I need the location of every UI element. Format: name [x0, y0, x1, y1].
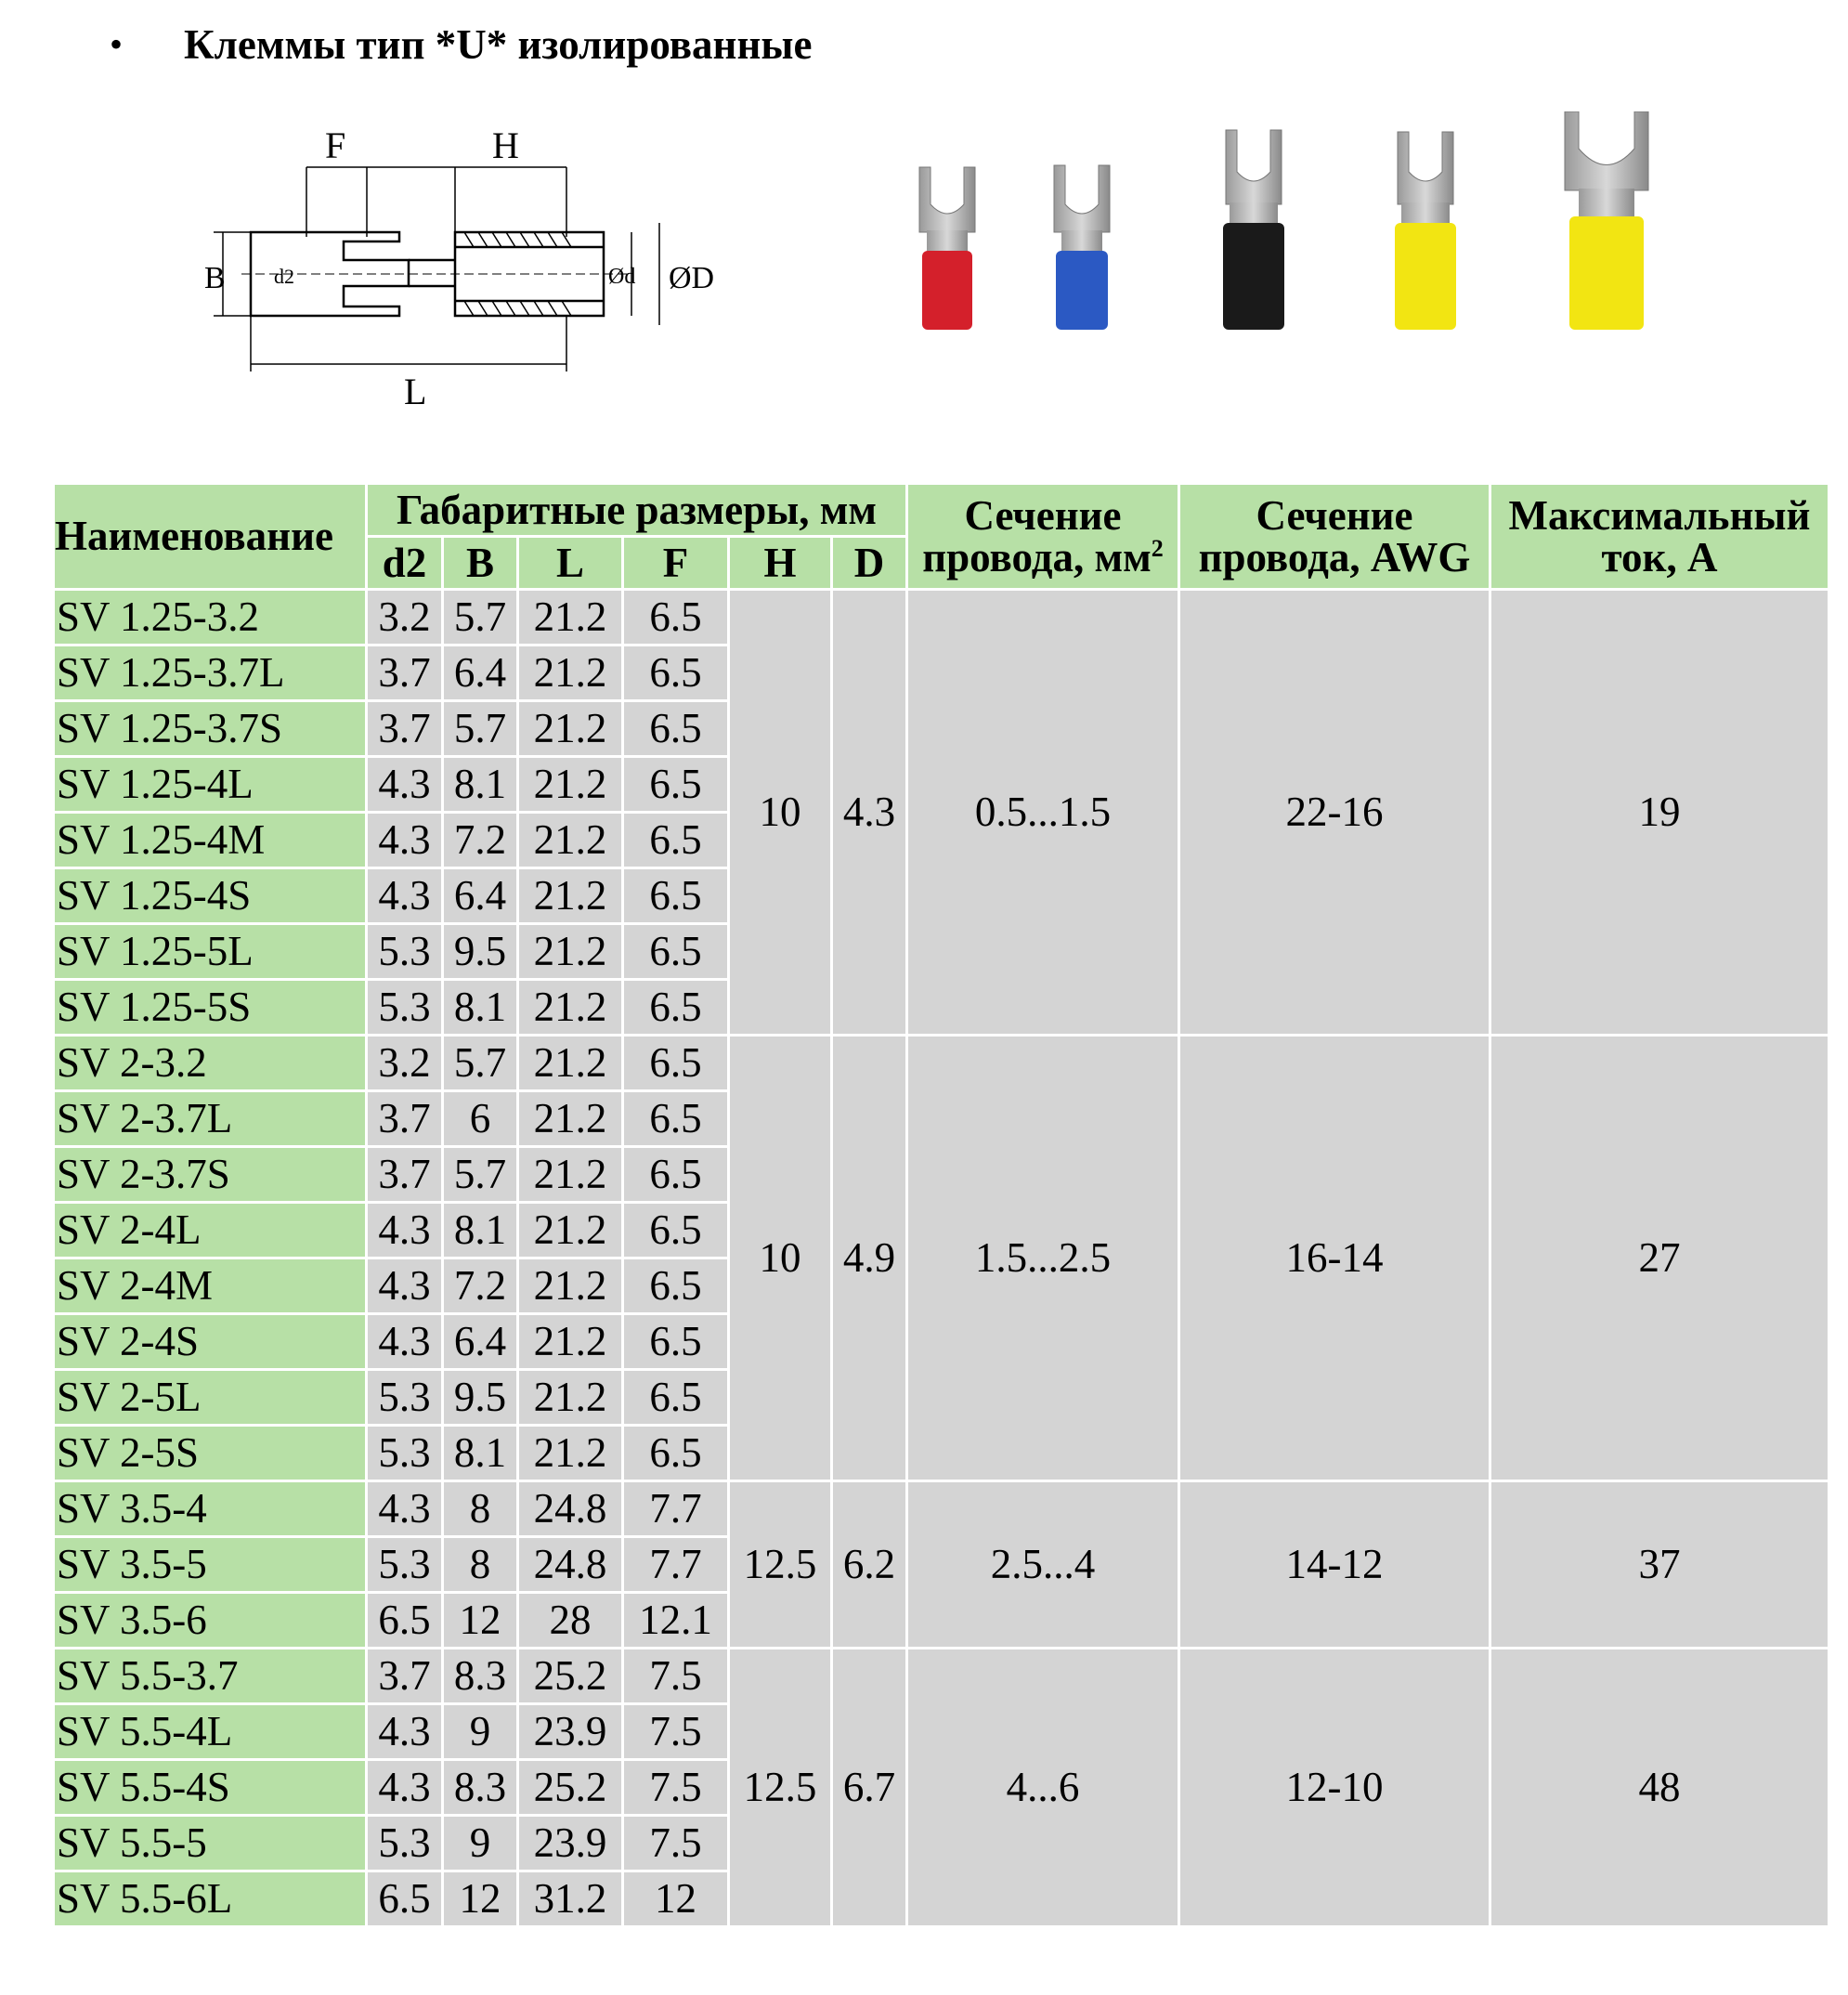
- cell-d2: 5.3: [368, 1371, 441, 1424]
- label-d2: d2: [274, 265, 294, 288]
- cell-B: 12: [444, 1872, 516, 1925]
- cell-B: 8.1: [444, 981, 516, 1034]
- cell-L: 21.2: [519, 1371, 621, 1424]
- label-L: L: [404, 371, 427, 412]
- header-F: F: [624, 538, 727, 588]
- cell-F: 7.5: [624, 1761, 727, 1814]
- cell-d2: 4.3: [368, 1259, 441, 1312]
- label-D: ØD: [669, 261, 715, 295]
- cell-L: 24.8: [519, 1538, 621, 1591]
- cell-B: 9: [444, 1705, 516, 1758]
- cell-d2: 4.3: [368, 1204, 441, 1257]
- cell-B: 6: [444, 1092, 516, 1145]
- cell-F: 12.1: [624, 1594, 727, 1647]
- cell-D: 4.9: [833, 1037, 905, 1480]
- cell-awg: 16-14: [1180, 1037, 1489, 1480]
- cell-name: SV 2-4M: [55, 1259, 365, 1312]
- cell-L: 21.2: [519, 1148, 621, 1201]
- cell-current: 48: [1491, 1649, 1828, 1925]
- cell-name: SV 2-5S: [55, 1427, 365, 1480]
- cell-name: SV 1.25-4S: [55, 869, 365, 922]
- blue-terminal: [1054, 165, 1110, 330]
- red-terminal: [919, 167, 975, 330]
- header-dimensions: Габаритные размеры, мм: [368, 485, 905, 535]
- bullet: •: [110, 23, 124, 65]
- header-D: D: [833, 538, 905, 588]
- cell-L: 21.2: [519, 646, 621, 699]
- header-L: L: [519, 538, 621, 588]
- cell-name: SV 5.5-3.7: [55, 1649, 365, 1702]
- cell-d2: 4.3: [368, 1705, 441, 1758]
- cell-F: 6.5: [624, 758, 727, 811]
- cell-d2: 3.2: [368, 591, 441, 644]
- cell-L: 28: [519, 1594, 621, 1647]
- cell-name: SV 2-3.7S: [55, 1148, 365, 1201]
- cell-F: 7.7: [624, 1482, 727, 1535]
- cell-name: SV 1.25-3.2: [55, 591, 365, 644]
- header-section-mm: Сечение провода, $мм^2$: [908, 485, 1178, 588]
- cell-section-mm: 2.5...4: [908, 1482, 1178, 1647]
- cell-awg: 14-12: [1180, 1482, 1489, 1647]
- cell-B: 8.1: [444, 1204, 516, 1257]
- terminal-dimension-drawing: [195, 121, 789, 437]
- cell-L: 21.2: [519, 925, 621, 978]
- cell-name: SV 1.25-4L: [55, 758, 365, 811]
- cell-F: 6.5: [624, 1315, 727, 1368]
- cell-L: 21.2: [519, 1037, 621, 1089]
- cell-B: 12: [444, 1594, 516, 1647]
- cell-B: 6.4: [444, 869, 516, 922]
- cell-F: 6.5: [624, 869, 727, 922]
- cell-d2: 6.5: [368, 1594, 441, 1647]
- table-row: [55, 1482, 1828, 1535]
- header-section-awg: Сечение провода, AWG: [1180, 485, 1489, 588]
- cell-current: 37: [1491, 1482, 1828, 1647]
- cell-d2: 3.7: [368, 646, 441, 699]
- cell-B: 7.2: [444, 814, 516, 867]
- cell-current: 19: [1491, 591, 1828, 1034]
- cell-L: 21.2: [519, 1204, 621, 1257]
- cell-H: 10: [730, 591, 830, 1034]
- cell-d2: 5.3: [368, 1817, 441, 1870]
- cell-L: 21.2: [519, 1427, 621, 1480]
- cell-F: 6.5: [624, 1148, 727, 1201]
- cell-B: 8.1: [444, 1427, 516, 1480]
- cell-F: 6.5: [624, 1037, 727, 1089]
- cell-L: 21.2: [519, 1092, 621, 1145]
- header-H: H: [730, 538, 830, 588]
- cell-D: 4.3: [833, 591, 905, 1034]
- cell-F: 7.5: [624, 1817, 727, 1870]
- page-title: Клеммы тип *U* изолированные: [184, 21, 813, 68]
- cell-L: 31.2: [519, 1872, 621, 1925]
- cell-L: 25.2: [519, 1649, 621, 1702]
- cell-F: 6.5: [624, 1371, 727, 1424]
- cell-L: 24.8: [519, 1482, 621, 1535]
- cell-F: 6.5: [624, 591, 727, 644]
- cell-B: 5.7: [444, 1148, 516, 1201]
- cell-name: SV 2-3.2: [55, 1037, 365, 1089]
- cell-current: 27: [1491, 1037, 1828, 1480]
- label-d: Ød: [608, 265, 636, 289]
- header-name: Наименование: [55, 485, 365, 588]
- cell-L: 23.9: [519, 1817, 621, 1870]
- cell-d2: 3.7: [368, 1092, 441, 1145]
- cell-F: 7.5: [624, 1705, 727, 1758]
- cell-F: 6.5: [624, 981, 727, 1034]
- cell-L: 21.2: [519, 1259, 621, 1312]
- cell-d2: 6.5: [368, 1872, 441, 1925]
- cell-F: 6.5: [624, 1259, 727, 1312]
- cell-B: 9.5: [444, 1371, 516, 1424]
- cell-B: 8.3: [444, 1761, 516, 1814]
- cell-B: 6.4: [444, 646, 516, 699]
- cell-name: SV 1.25-3.7L: [55, 646, 365, 699]
- cell-d2: 3.2: [368, 1037, 441, 1089]
- cell-B: 9: [444, 1817, 516, 1870]
- cell-name: SV 5.5-4S: [55, 1761, 365, 1814]
- cell-name: SV 2-5L: [55, 1371, 365, 1424]
- cell-d2: 5.3: [368, 1538, 441, 1591]
- cell-d2: 5.3: [368, 925, 441, 978]
- cell-F: 6.5: [624, 1204, 727, 1257]
- cell-d2: 4.3: [368, 869, 441, 922]
- cell-B: 5.7: [444, 702, 516, 755]
- header-B: B: [444, 538, 516, 588]
- cell-name: SV 5.5-6L: [55, 1872, 365, 1925]
- cell-name: SV 1.25-3.7S: [55, 702, 365, 755]
- cell-H: 10: [730, 1037, 830, 1480]
- cell-B: 6.4: [444, 1315, 516, 1368]
- cell-name: SV 3.5-4: [55, 1482, 365, 1535]
- cell-D: 6.2: [833, 1482, 905, 1647]
- cell-d2: 5.3: [368, 981, 441, 1034]
- cell-name: SV 3.5-6: [55, 1594, 365, 1647]
- yellow-terminal-2: [1565, 111, 1648, 330]
- cell-d2: 4.3: [368, 1482, 441, 1535]
- cell-B: 7.2: [444, 1259, 516, 1312]
- cell-B: 8: [444, 1482, 516, 1535]
- cell-name: SV 1.25-4M: [55, 814, 365, 867]
- cell-B: 5.7: [444, 591, 516, 644]
- cell-B: 9.5: [444, 925, 516, 978]
- cell-awg: 22-16: [1180, 591, 1489, 1034]
- table-row: [55, 1649, 1828, 1702]
- cell-section-mm: 4...6: [908, 1649, 1178, 1925]
- cell-d2: 4.3: [368, 1761, 441, 1814]
- cell-name: SV 2-4L: [55, 1204, 365, 1257]
- header-d2: d2: [368, 538, 441, 588]
- cell-name: SV 5.5-4L: [55, 1705, 365, 1758]
- cell-d2: 3.7: [368, 1148, 441, 1201]
- cell-d2: 3.7: [368, 702, 441, 755]
- cell-section-mm: 1.5...2.5: [908, 1037, 1178, 1480]
- cell-d2: 3.7: [368, 1649, 441, 1702]
- yellow-terminal-1: [1395, 132, 1456, 330]
- terminal-photos: [891, 111, 1727, 437]
- cell-name: SV 5.5-5: [55, 1817, 365, 1870]
- cell-L: 21.2: [519, 758, 621, 811]
- cell-L: 21.2: [519, 869, 621, 922]
- table-row: [55, 591, 1828, 644]
- cell-D: 6.7: [833, 1649, 905, 1925]
- cell-L: 21.2: [519, 591, 621, 644]
- label-F: F: [325, 124, 346, 166]
- cell-d2: 4.3: [368, 814, 441, 867]
- label-B: B: [204, 261, 226, 295]
- terminals-spec-table: [52, 482, 1830, 1928]
- cell-B: 8.1: [444, 758, 516, 811]
- cell-section-mm: 0.5...1.5: [908, 591, 1178, 1034]
- table-body: [55, 591, 1828, 1925]
- label-H: H: [492, 124, 519, 166]
- cell-L: 25.2: [519, 1761, 621, 1814]
- cell-B: 5.7: [444, 1037, 516, 1089]
- cell-F: 6.5: [624, 1427, 727, 1480]
- cell-L: 21.2: [519, 1315, 621, 1368]
- cell-name: SV 1.25-5S: [55, 981, 365, 1034]
- cell-name: SV 3.5-5: [55, 1538, 365, 1591]
- cell-L: 21.2: [519, 814, 621, 867]
- cell-L: 21.2: [519, 702, 621, 755]
- cell-name: SV 2-4S: [55, 1315, 365, 1368]
- table-row: [55, 1037, 1828, 1089]
- cell-F: 6.5: [624, 814, 727, 867]
- cell-d2: 4.3: [368, 1315, 441, 1368]
- cell-F: 6.5: [624, 925, 727, 978]
- black-terminal: [1223, 130, 1284, 330]
- cell-d2: 4.3: [368, 758, 441, 811]
- cell-F: 6.5: [624, 1092, 727, 1145]
- cell-B: 8: [444, 1538, 516, 1591]
- cell-F: 7.5: [624, 1649, 727, 1702]
- cell-F: 6.5: [624, 702, 727, 755]
- cell-name: SV 1.25-5L: [55, 925, 365, 978]
- cell-name: SV 2-3.7L: [55, 1092, 365, 1145]
- cell-H: 12.5: [730, 1482, 830, 1647]
- header-max-current: Максимальный ток, А: [1491, 485, 1828, 588]
- cell-d2: 5.3: [368, 1427, 441, 1480]
- cell-F: 6.5: [624, 646, 727, 699]
- cell-F: 12: [624, 1872, 727, 1925]
- cell-B: 8.3: [444, 1649, 516, 1702]
- cell-F: 7.7: [624, 1538, 727, 1591]
- cell-L: 21.2: [519, 981, 621, 1034]
- cell-H: 12.5: [730, 1649, 830, 1925]
- cell-L: 23.9: [519, 1705, 621, 1758]
- cell-awg: 12-10: [1180, 1649, 1489, 1925]
